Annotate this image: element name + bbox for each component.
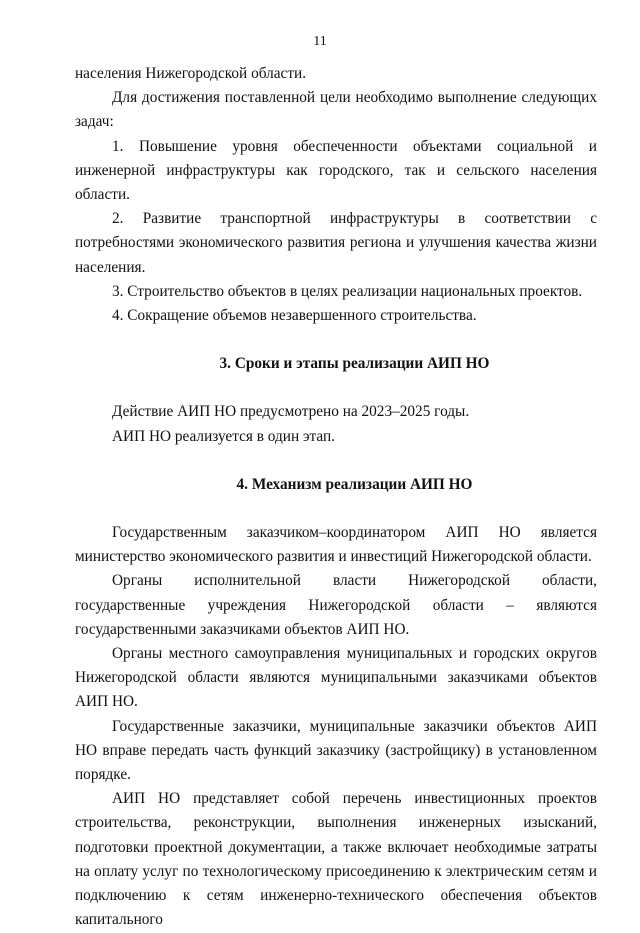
- section-heading: 4. Механизм реализации АИП НО: [236, 475, 473, 493]
- paragraph: АИП НО реализуется в один этап.: [112, 427, 335, 445]
- section-heading: 3. Сроки и этапы реализации АИП НО: [219, 355, 490, 373]
- paragraph: населения Нижегородской области.: [75, 65, 307, 82]
- document-body: [75, 62, 597, 933]
- list-item: 3. Строительство объектов в целях реализации национальных проектов.: [112, 282, 583, 300]
- list-item: 4. Сокращение объемов незавершенного строительства.: [112, 307, 477, 325]
- paragraph: АИП НО представляет собой перечень инвестиционных проектов строительства, реконструкции, выполнения инженерных изысканий, подготовки проектной документации, а также включает необходимые затраты на оплату услуг по технологическому присоединению к электрическим сетям и подключению к сетям инженерно-технического обеспечения объектов капитального: [75, 790, 597, 929]
- paragraph: Органы исполнительной власти Нижегородской области, государственные учреждения Нижегородской области – являются государственными заказчиками объектов АИП НО.: [75, 572, 597, 638]
- paragraph: Государственным заказчиком–координатором АИП НО является министерство экономического развития и инвестиций Нижегородской области.: [75, 524, 597, 566]
- paragraph: Государственные заказчики, муниципальные заказчики объектов АИП НО вправе передать часть функций заказчику (застройщику) в установленном порядке.: [75, 717, 597, 784]
- paragraph: Для достижения поставленной цели необходимо выполнение следующих задач:: [75, 89, 597, 131]
- list-item: 1. Повышение уровня обеспеченности объектами социальной и инженерной инфраструктуры как городского, так и сельского населения области.: [75, 137, 597, 204]
- paragraph: Органы местного самоуправления муниципальных и городских округов Нижегородской области являются муниципальными заказчиками объектов АИП НО.: [75, 645, 597, 711]
- paragraph: Действие АИП НО предусмотрено на 2023–2025 годы.: [112, 403, 470, 421]
- list-item: 2. Развитие транспортной инфраструктуры в соответствии с потребностями экономического развития региона и улучшения качества жизни населения.: [75, 210, 597, 276]
- page-number: 11: [313, 34, 327, 49]
